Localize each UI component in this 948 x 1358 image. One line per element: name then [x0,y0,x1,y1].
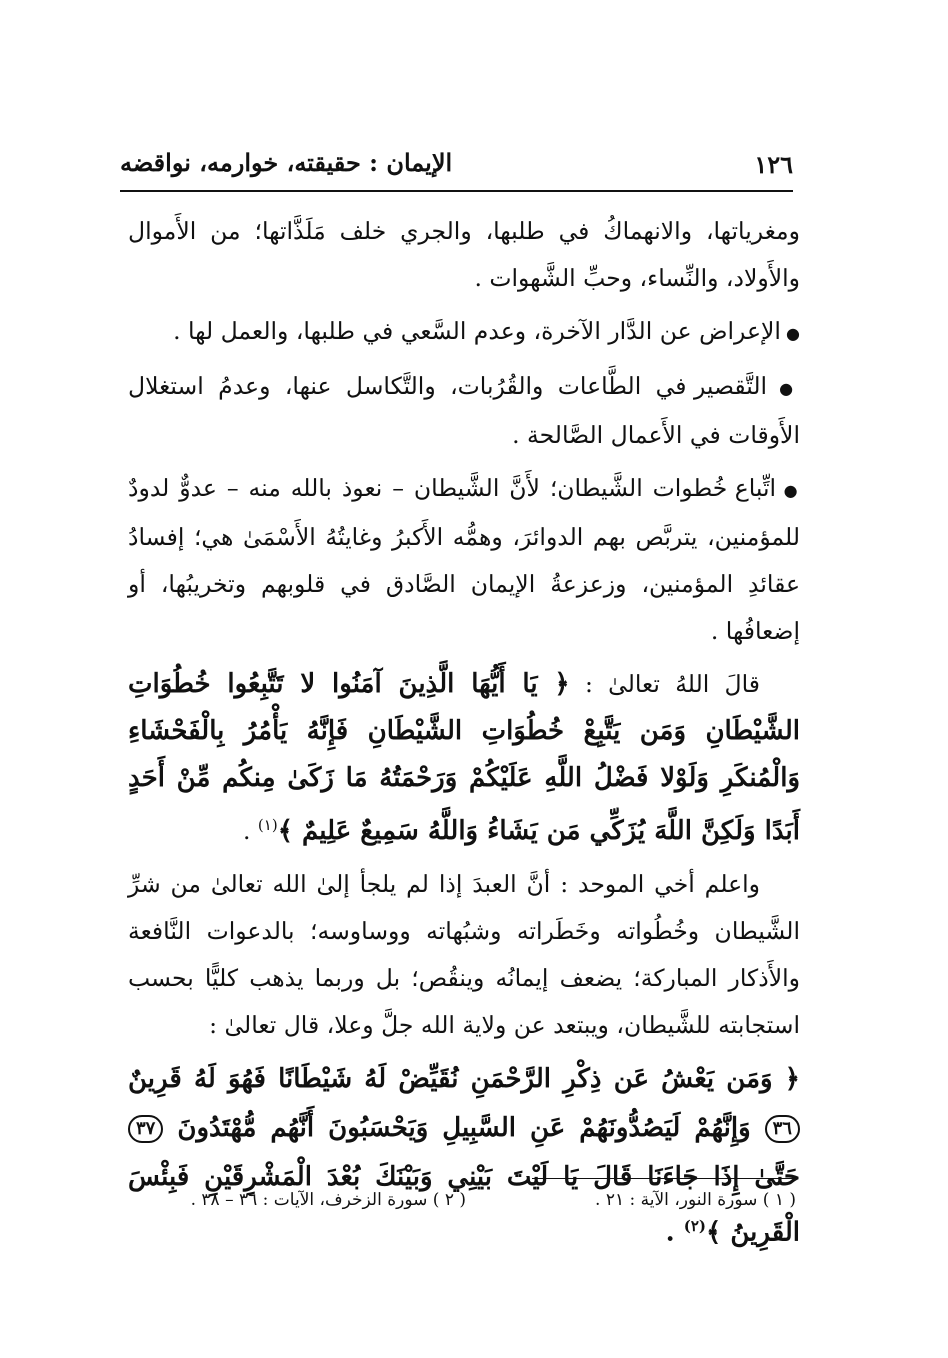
bullet-item [128,363,800,459]
footnote-ref: (١) [257,816,278,834]
paragraph-3: واعلم أخي الموحد : أنَّ العبدَ إذا لم يلجأ إلىٰ الله تعالىٰ من شرِّ الشَّيطان وخُطُواته وخَطَراته وشبُهاته ووساوسه؛ بالدعوات النَّافعة والأَذكار المباركة؛ يضعف إيمانُه وينقُص؛ بل وربما يذهب كليًّا بحسب استجابته للشَّيطان، ويبتعد عن ولاية الله جلَّ وعلا، قال تعالىٰ : [128,869,800,1039]
bullet-item [128,308,800,357]
ayah-number-marker: ٣٧ [128,1115,163,1143]
page-number: ١٢٦ [754,150,793,179]
running-title: الإيمان : حقيقته، خوارمه، نواقضه [120,148,453,177]
bullet-item [128,465,800,655]
ayah-intro: قالَ اللهُ تعالىٰ : [584,670,760,698]
footnote-ref: (٢) [683,1216,707,1235]
quran-verse-part: حَتَّىٰ إِذَا جَاءَنَا قَالَ يَا لَيْتَ بَيْنِي وَبَيْنَكَ بُعْدَ الْمَشْرِقَيْنِ فَبِئْسَ الْقَرِينُ ﴾ [128,1161,800,1248]
paragraph-1: ومغرياتها، والانهماكُ في طلبها، والجري خلف مَلَذَّاتها؛ من الأَموال والأَولاد، والنِّساء، وحبِّ الشَّهوات . [128,217,800,292]
bullet-text: اتِّباع خُطوات الشَّيطان؛ لأَنَّ الشَّيطان – نعوذ بالله منه – عدوٌّ لدودٌ للمؤمنين، يتربَّص بهم الدوائرَ، وهمُّه الأَكبرُ وغايتُهُ الأَسْمَىٰ هي؛ إفسادُ عقائدِ المؤمنين، وزعزعةُ الإيمان الصَّادق في قلوبهم وتخريبُها، أو إضعافُها . [128,474,800,645]
bullet-text: التَّقصير في الطَّاعات والقُرُبات، والتَّكاسل عنها، وعدمُ استغلال الأَوقات في الأَعمال الصَّالحة . [128,372,800,449]
quran-verse-block: ﴿ وَمَن يَعْشُ عَن ذِكْرِ الرَّحْمَنِ نُقَيِّضْ لَهُ شَيْطَانًا فَهُوَ لَهُ قَرِينٌ ٣٦ وَإِنَّهُمْ لَيَصُدُّونَهُمْ عَنِ السَّبِيلِ وَيَحْسَبُونَ أَنَّهُم مُّهْتَدُونَ ٣٧ حَتَّىٰ إِذَا جَاءَنَا قَالَ يَا لَيْتَ بَيْنِي وَبَيْنَكَ بُعْدَ الْمَشْرِقَيْنِ فَبِئْسَ الْقَرِينُ ﴾$^{(٢)}$ . [128,1063,800,1248]
main-text [128,208,800,1263]
header-rule [120,190,793,192]
bullet-text: الإعراض عن الدَّار الآخرة، وعدم السَّعي في طلبها، والعمل لها . [173,317,781,345]
footnote-rule [532,1178,796,1179]
quran-verse: ﴿ يَا أَيُّهَا الَّذِينَ آمَنُوا لا تَتَّبِعُوا خُطُوَاتِ الشَّيْطَانِ وَمَن يَتَّبِعْ خُطُوَاتِ الشَّيْطَانِ فَإِنَّهُ يَأْمُرُ بِالْفَحْشَاءِ وَالْمُنكَرِ وَلَوْلا فَضْلُ اللَّهِ عَلَيْكُمْ وَرَحْمَتُهُ مَا زَكَىٰ مِنكُم مِّنْ أَحَدٍ أَبَدًا وَلَكِنَّ اللَّهَ يُزَكِّي مَن يَشَاءُ وَاللَّهُ سَمِيعٌ عَلِيمٌ ﴾ [128,669,800,846]
paragraph-ayah-1: قالَ اللهُ تعالىٰ : ﴿ يَا أَيُّهَا الَّذِينَ آمَنُوا لا تَتَّبِعُوا خُطُوَاتِ الشَّيْطَانِ وَمَن يَتَّبِعْ خُطُوَاتِ الشَّيْطَانِ فَإِنَّهُ يَأْمُرُ بِالْفَحْشَاءِ وَالْمُنكَرِ وَلَوْلا فَضْلُ اللَّهِ عَلَيْكُمْ وَرَحْمَتُهُ مَا زَكَىٰ مِنكُم مِّنْ أَحَدٍ أَبَدًا وَلَكِنَّ اللَّهَ يُزَكِّي مَن يَشَاءُ وَاللَّهُ سَمِيعٌ عَلِيمٌ ﴾$^{(١)}$ . [128,669,800,846]
quran-verse-part: ﴿ وَمَن يَعْشُ عَن ذِكْرِ الرَّحْمَنِ نُقَيِّضْ لَهُ شَيْطَانًا فَهُوَ لَهُ قَرِينٌ [128,1063,800,1094]
quran-verse-part: وَإِنَّهُمْ لَيَصُدُّونَهُمْ عَنِ السَّبِيلِ وَيَحْسَبُونَ أَنَّهُم مُّهْتَدُونَ [177,1112,751,1143]
footnote-1: ( ١ ) سورة النور، الآية : ٢١ . [595,1190,796,1210]
footnote-2: ( ٢ ) سورة الزخرف، الآيات : ٣٦ – ٣٨ . [190,1190,466,1210]
footnotes [160,1186,796,1216]
page-header [120,148,793,188]
ayah-number-marker: ٣٦ [765,1115,800,1143]
